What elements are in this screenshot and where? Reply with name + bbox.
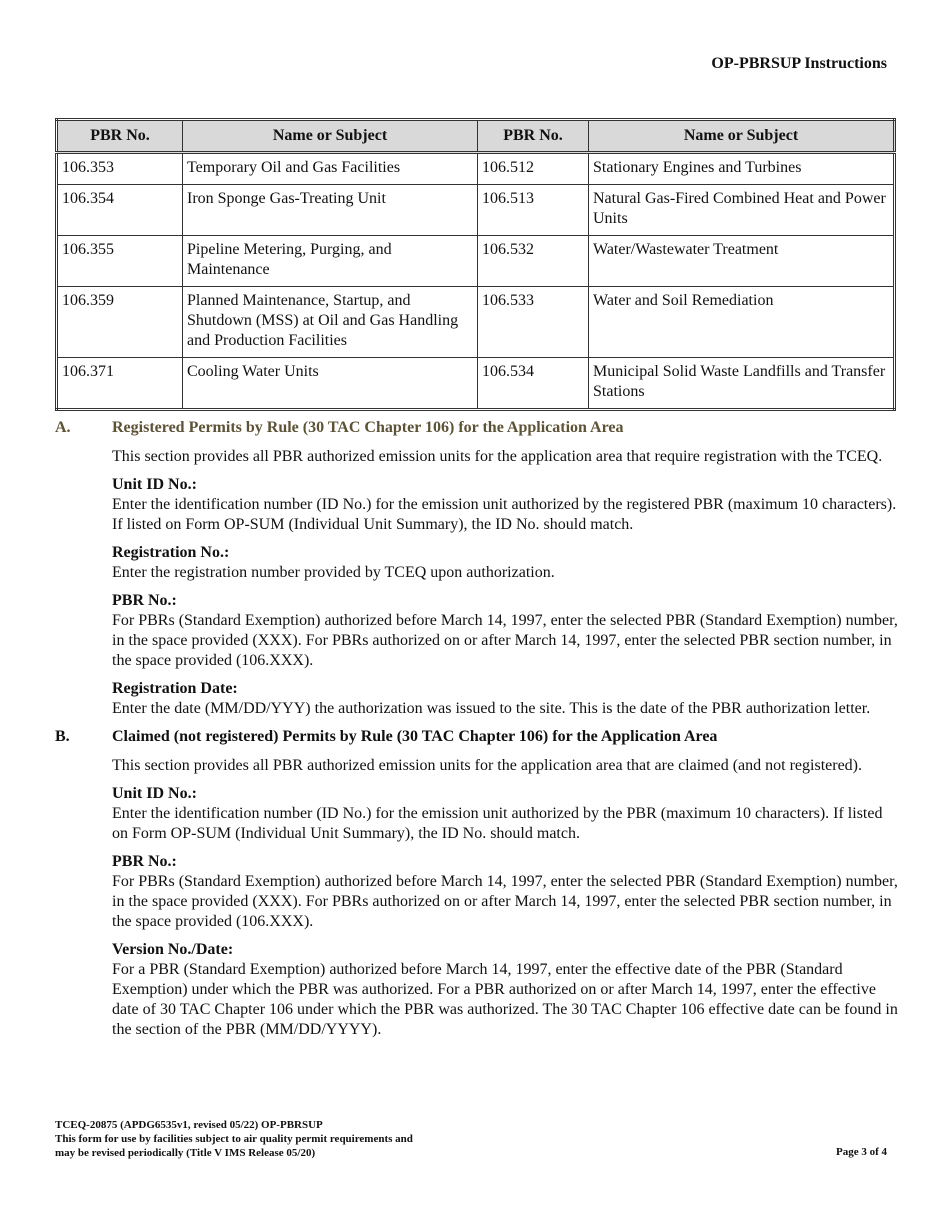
table-cell: 106.371 <box>57 358 183 410</box>
field-text: For PBRs (Standard Exemption) authorized before March 14, 1997, enter the selected PBR (Standard Exemption) number, in the space provided (XXX). For PBRs authorized on or after March 14, 1997, enter the selected PBR section number, in the space provided (106.XXX). <box>112 873 898 930</box>
field-label: PBR No.: <box>112 592 177 609</box>
column-header: Name or Subject <box>589 120 895 153</box>
field-instruction <box>112 475 900 535</box>
field-label: Unit ID No.: <box>112 785 197 802</box>
section-b-heading <box>55 727 900 747</box>
table-cell: 106.532 <box>478 236 589 287</box>
section-b-intro-text: This section provides all PBR authorized emission units for the application area that are claimed (and not registered). <box>112 757 862 774</box>
section-a-intro <box>112 447 900 467</box>
table-row <box>57 153 895 185</box>
field-text: Enter the identification number (ID No.) for the emission unit authorized by the PBR (maximum 10 characters). If listed on Form OP-SUM (Individual Unit Summary), the ID No. should match. <box>112 805 883 842</box>
table-row <box>57 185 895 236</box>
section-a-letter: A. <box>55 419 71 436</box>
table-cell: Temporary Oil and Gas Facilities <box>183 153 478 185</box>
field-text: Enter the date (MM/DD/YYY) the authorization was issued to the site. This is the date of the PBR authorization letter. <box>112 700 871 717</box>
field-label: PBR No.: <box>112 853 177 870</box>
table-cell: Stationary Engines and Turbines <box>589 153 895 185</box>
table-cell: 106.353 <box>57 153 183 185</box>
field-instruction <box>112 679 900 719</box>
table-cell: 106.355 <box>57 236 183 287</box>
field-label: Unit ID No.: <box>112 476 197 493</box>
table-cell: Municipal Solid Waste Landfills and Transfer Stations <box>589 358 895 410</box>
field-label: Registration No.: <box>112 544 230 561</box>
section-a-title: Registered Permits by Rule (30 TAC Chapter 106) for the Application Area <box>112 419 624 436</box>
field-label: Registration Date: <box>112 680 238 697</box>
field-text: Enter the identification number (ID No.) for the emission unit authorized by the registered PBR (maximum 10 characters). If listed on Form OP-SUM (Individual Unit Summary), the ID No. should match. <box>112 496 897 533</box>
section-b-letter: B. <box>55 728 70 745</box>
table-row <box>57 358 895 410</box>
section-b-title: Claimed (not registered) Permits by Rule (30 TAC Chapter 106) for the Application Area <box>112 728 718 745</box>
table-row <box>57 236 895 287</box>
field-label: Version No./Date: <box>112 941 234 958</box>
column-header: Name or Subject <box>183 120 478 153</box>
footer-line: may be revised periodically (Title V IMS Release 05/20) <box>55 1147 316 1159</box>
field-instruction <box>112 784 900 844</box>
field-text: Enter the registration number provided by TCEQ upon authorization. <box>112 564 555 581</box>
pbr-table <box>55 118 896 411</box>
instructions-content <box>55 418 900 1048</box>
column-header: PBR No. <box>57 120 183 153</box>
table-cell: Iron Sponge Gas-Treating Unit <box>183 185 478 236</box>
field-instruction <box>112 543 900 583</box>
table-row <box>57 287 895 358</box>
table-cell: Planned Maintenance, Startup, and Shutdown (MSS) at Oil and Gas Handling and Production Facilities <box>183 287 478 358</box>
table-cell: Cooling Water Units <box>183 358 478 410</box>
table-cell: 106.533 <box>478 287 589 358</box>
column-header: PBR No. <box>478 120 589 153</box>
table-cell: Water/Wastewater Treatment <box>589 236 895 287</box>
table-header-row <box>57 120 895 153</box>
field-text: For a PBR (Standard Exemption) authorized before March 14, 1997, enter the effective date of the PBR (Standard Exemption) under which the PBR was authorized. For a PBR authorized on or after March 14, 1997, enter the effective date of 30 TAC Chapter 106 under which the PBR was authorized. The 30 TAC Chapter 106 effective date can be found in the section of the PBR (MM/DD/YYYY). <box>112 961 898 1038</box>
section-a-heading <box>55 418 900 438</box>
field-instruction <box>112 852 900 932</box>
section-b-intro <box>112 756 900 776</box>
footer-line: This form for use by facilities subject to air quality permit requirements and <box>55 1133 413 1145</box>
table-cell: 106.512 <box>478 153 589 185</box>
section-a-intro-text: This section provides all PBR authorized emission units for the application area that require registration with the TCEQ. <box>112 448 883 465</box>
table-cell: 106.359 <box>57 287 183 358</box>
table-cell: 106.534 <box>478 358 589 410</box>
footer-line: TCEQ-20875 (APDG6535v1, revised 05/22) OP-PBRSUP <box>55 1119 323 1131</box>
footer-form-info <box>55 1118 413 1160</box>
field-instruction <box>112 591 900 671</box>
table-cell: Natural Gas-Fired Combined Heat and Power Units <box>589 185 895 236</box>
table-cell: Pipeline Metering, Purging, and Maintenance <box>183 236 478 287</box>
table-cell: Water and Soil Remediation <box>589 287 895 358</box>
table-cell: 106.513 <box>478 185 589 236</box>
table-cell: 106.354 <box>57 185 183 236</box>
field-instruction <box>112 940 900 1040</box>
page-header-title: OP-PBRSUP Instructions <box>711 55 887 72</box>
page-number: Page 3 of 4 <box>835 1146 887 1158</box>
field-text: For PBRs (Standard Exemption) authorized before March 14, 1997, enter the selected PBR (Standard Exemption) number, in the space provided (XXX). For PBRs authorized on or after March 14, 1997, enter the selected PBR section number, in the space provided (106.XXX). <box>112 612 898 669</box>
